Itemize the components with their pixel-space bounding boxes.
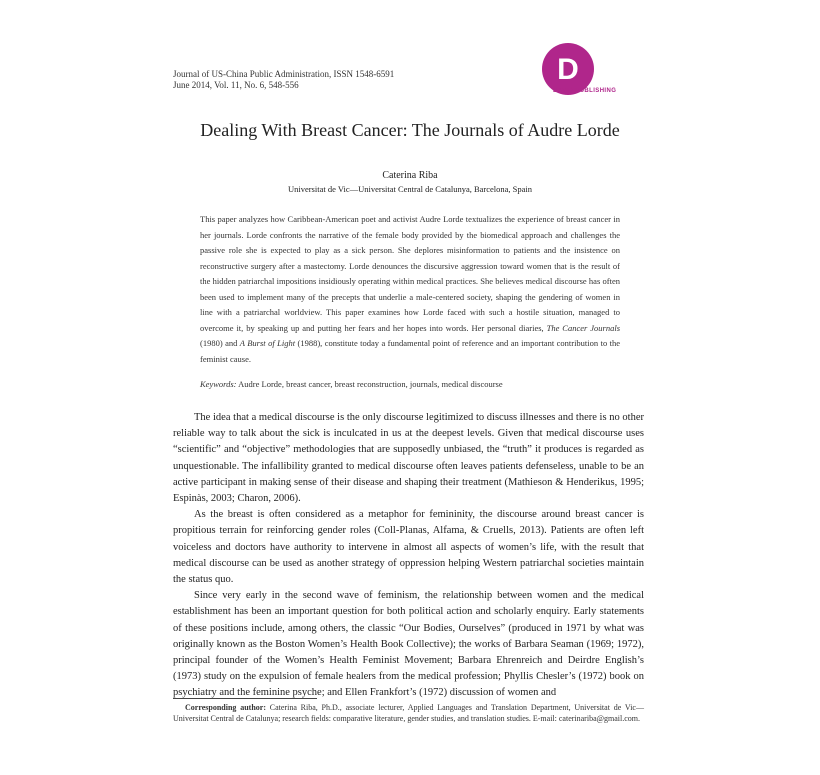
footnote-text: Caterina Riba, Ph.D., associate lecturer, Applied Languages and Translation Department, Universitat de Vic—Universitat Central de Catalunya; research fields: comparative literature, gender studies, and translation studies. E-mail: caterinariba@gmail.com. bbox=[173, 703, 644, 723]
logo-wordmark: DAVID PUBLISHING bbox=[553, 88, 617, 94]
author-affiliation: Universitat de Vic—Universitat Central de Catalunya, Barcelona, Spain bbox=[287, 184, 533, 194]
keywords bbox=[200, 378, 620, 391]
abstract-book-title-1: The Cancer Journals bbox=[546, 322, 621, 333]
footnote bbox=[173, 703, 644, 724]
logo-letter: D bbox=[557, 53, 579, 86]
abstract-book-title-2: A Burst of Light bbox=[239, 338, 296, 348]
body-paragraph-2: As the breast is often considered as a metaphor for femininity, the discourse around breast cancer is propitious terrain for reinforcing gender roles (Coll-Planas, Alfama, & Cruells, 2013). Patients are often left voiceless and doctors have authority to intervene in almost all aspects of women’s life, with the result that medical discourse can be used as another strategy of oppression helping Western patriarchal societies maintain the status quo. bbox=[173, 509, 644, 586]
footnote-divider bbox=[173, 698, 317, 699]
abstract-text-2: (1980) and bbox=[200, 338, 240, 348]
body-text bbox=[173, 410, 644, 702]
body-paragraph-1: The idea that a medical discourse is the only discourse legitimized to discuss illnesses and there is no other reliable way to talk about the sick is inculcated in us at the deepest levels. Given that medical discourse uses “scientific” and “objective” methodologies that are supposedly unbiased, the “truth” it produces is regarded as unquestionable. The infallibility granted to medical discourse often leaves patients defenseless, unable to be an active participant in making sense of their disease and shaping their treatment (Mathieson & Henderikus, 1995; Espinàs, 2003; Charon, 2006). bbox=[173, 412, 644, 505]
abstract-text-1: This paper analyzes how Caribbean-American poet and activist Audre Lorde textualizes the experience of breast cancer in her journals. Lorde confronts the narrative of the female body provided by the biomedical approach and challenges the passive role she is expected to play as a sick person. She deplores misinformation to patients and the insistence on reconstructive surgery after a mastectomy. Lorde denounces the discursive aggression toward women that is the result of the hidden patriarchal impositions insidiously operating within medical practices. She believes medical discourse has often been used to implement many of the precepts that underlie a male-centered society, shaping the gendering of women in line with a patriarchal worldview. This paper examines how Lorde faced with such a hostile situation, managed to overcome it, by speaking up and putting her fears and her hopes into words. Her personal diaries, bbox=[200, 214, 620, 333]
journal-header bbox=[173, 69, 394, 91]
abstract bbox=[200, 212, 620, 367]
abstract-text-3: (1988), constitute today a fundamental point of reference and an important contribution to the feminist cause. bbox=[200, 338, 620, 364]
author-name: Caterina Riba bbox=[382, 170, 438, 181]
keywords-text: Audre Lorde, breast cancer, breast reconstruction, journals, medical discourse bbox=[236, 379, 503, 389]
journal-line-1: Journal of US-China Public Administration, ISSN 1548-6591 bbox=[173, 69, 395, 79]
journal-line-2: June 2014, Vol. 11, No. 6, 548-556 bbox=[173, 80, 299, 90]
body-paragraph-3: Since very early in the second wave of feminism, the relationship between women and the medical establishment has been an important question for both political action and scholarly enquiry. Early statements of these positions include, among others, the classic “Our Bodies, Ourselves” (produced in 1971 by what was originally known as the Boston Women’s Health Book Collective); the works of Barbara Seaman (1969; 1972), principal founder of the Women’s Health Feminist Movement; Barbara Ehrenreich and Deirdre English’s (1973) study on the expulsion of female healers from the medical profession; Phyllis Chesler’s (1972) book on psychiatry and the feminine psyche; and Ellen Frankfort’s (1972) discussion of women and bbox=[173, 590, 644, 699]
paper-title: Dealing With Breast Cancer: The Journals of Audre Lorde bbox=[200, 120, 620, 140]
footnote-label: Corresponding author: bbox=[185, 703, 266, 712]
keywords-label: Keywords: bbox=[200, 379, 237, 389]
